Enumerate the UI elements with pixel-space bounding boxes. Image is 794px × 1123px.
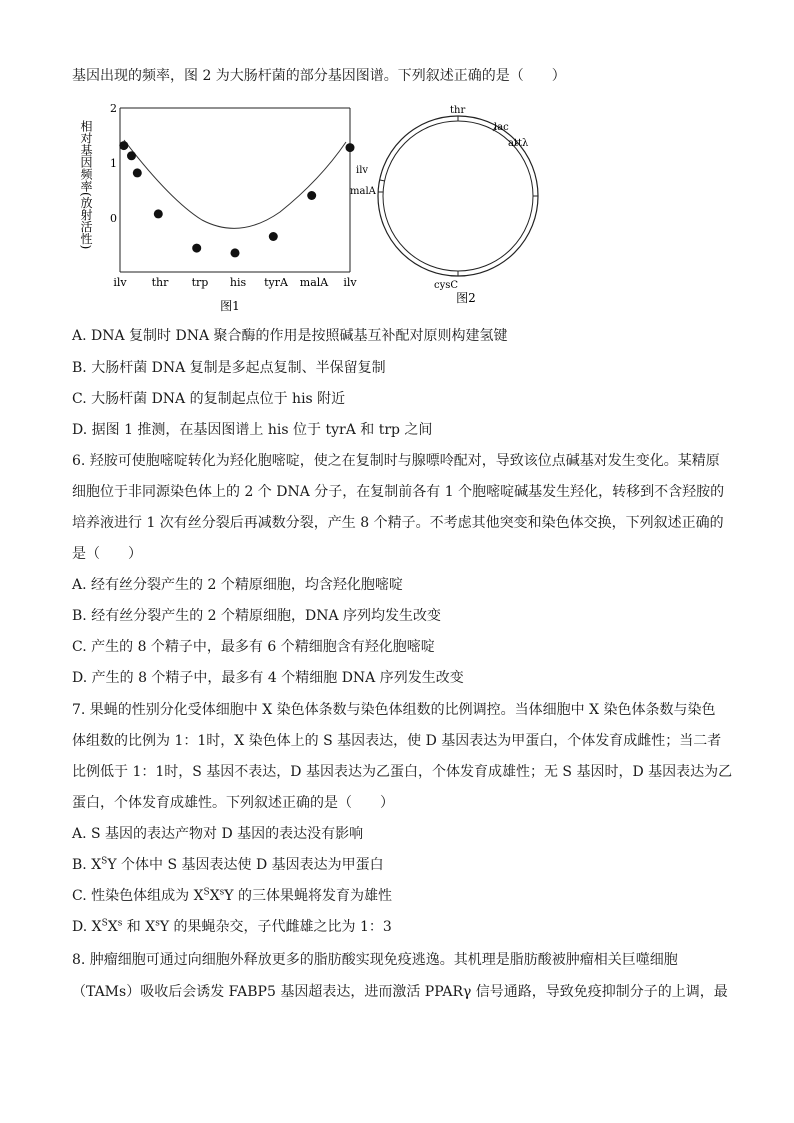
data-point xyxy=(127,151,136,160)
x-tick-label: ilv xyxy=(113,276,127,289)
q7-d-sup2: s xyxy=(117,918,123,929)
gene-label-lac: lac xyxy=(494,122,509,133)
x-tick-label: trp xyxy=(191,276,209,289)
q7-option-a: A. S 基因的表达产物对 D 基因的表达没有影响 xyxy=(72,826,364,842)
q6-stem-line3: 培养液进行 1 次有丝分裂后再减数分裂，产生 8 个精子。不考虑其他突变和染色体交换，下列叙述正确的 xyxy=(72,515,724,531)
q5-option-d: D. 据图 1 推测，在基因图谱上 his 位于 tyrA 和 trp 之间 xyxy=(72,422,433,438)
data-point xyxy=(119,141,128,150)
x-tick-label: ilv xyxy=(343,276,357,289)
figure-1-caption: 图1 xyxy=(220,299,240,313)
q6-option-d: D. 产生的 8 个精子中，最多有 4 个精细胞 DNA 序列发生改变 xyxy=(72,670,464,686)
q5-option-c: C. 大肠杆菌 DNA 的复制起点位于 his 附近 xyxy=(72,391,346,407)
figure-2-gene-map xyxy=(350,100,548,312)
q8-stem-line1: 8. 肿瘤细胞可通过向细胞外释放更多的脂肪酸实现免疫逃逸。其机理是脂肪酸被肿瘤相关巨噬细胞 xyxy=(72,952,678,968)
q7-option-c xyxy=(72,886,392,906)
question-intro: 基因出现的频率，图 2 为大肠杆菌的部分基因图谱。下列叙述正确的是（ ） xyxy=(72,68,566,84)
q7-stem-line1: 7. 果蝇的性别分化受体细胞中 X 染色体条数与染色体组数的比例调控。当体细胞中 X 染色体条数与染色 xyxy=(72,702,716,718)
q7-d-pre: D. X xyxy=(72,919,102,935)
y-tick-label: 2 xyxy=(110,102,117,115)
q7-option-b xyxy=(72,855,384,875)
q8-stem-line2: （TAMs）吸收后会诱发 FABP5 基因超表达，进而激活 PPARγ 信号通路，导致免疫抑制分子的上调，最 xyxy=(72,984,728,1000)
q6-option-a: A. 经有丝分裂产生的 2 个精原细胞，均含羟化胞嘧啶 xyxy=(72,577,403,593)
q7-c-pre: C. 性染色体组成为 X xyxy=(72,888,204,904)
q7-d-sup3: s xyxy=(155,918,160,929)
x-tick-label: thr xyxy=(151,276,169,289)
q7-d-mid2: 和 X xyxy=(122,919,156,935)
q7-b-sup: S xyxy=(101,856,108,867)
q6-stem-line2: 细胞位于非同源染色体上的 2 个 DNA 分子，在复制前各有 1 个胞嘧啶碱基发生羟化，转移到不含羟胺的 xyxy=(72,484,725,500)
gene-label-ilv: ilv xyxy=(356,165,369,176)
q7-option-d xyxy=(72,917,392,937)
gene-label-att: attλ xyxy=(508,138,529,149)
q7-c-post: Y 的三体果蝇将发育为雄性 xyxy=(224,888,392,904)
gene-label-mala: malA xyxy=(350,186,376,197)
q6-stem-line1: 6. 羟胺可使胞嘧啶转化为羟化胞嘧啶，使之在复制时与腺嘌呤配对，导致该位点碱基对发生变化。某精原 xyxy=(72,453,720,469)
y-axis-label: 相对基因频率(放射活性) xyxy=(79,120,93,250)
data-point xyxy=(133,168,142,177)
data-point xyxy=(307,191,316,200)
data-point xyxy=(269,232,278,241)
q7-d-post: Y 的果蝇杂交，子代雌雄之比为 1：3 xyxy=(159,919,392,935)
data-point xyxy=(154,209,163,218)
data-points xyxy=(119,141,354,257)
q7-stem-line3: 比例低于 1：1时，S 基因不表达，D 基因表达为乙蛋白，个体发育成雄性；无 S 基因时，D 基因表达为乙 xyxy=(72,764,733,780)
q6-option-c: C. 产生的 8 个精子中，最多有 6 个精细胞含有羟化胞嘧啶 xyxy=(72,639,435,655)
y-tick-label: 0 xyxy=(110,212,117,225)
q7-b-pre: B. X xyxy=(72,857,102,873)
x-tick-label: malA xyxy=(299,276,329,289)
q7-b-post: Y 个体中 S 基因表达使 D 基因表达为甲蛋白 xyxy=(107,857,384,873)
figure-2-caption: 图2 xyxy=(456,291,476,305)
q7-c-sup1: S xyxy=(203,887,210,898)
q6-option-b: B. 经有丝分裂产生的 2 个精原细胞，DNA 序列均发生改变 xyxy=(72,608,442,624)
x-tick-label: his xyxy=(229,276,247,289)
data-point xyxy=(346,143,355,152)
gene-label-thr: thr xyxy=(450,105,466,116)
q5-option-a: A. DNA 复制时 DNA 聚合酶的作用是按照碱基互补配对原则构建氢键 xyxy=(72,328,508,344)
gene-label-cysc: cysC xyxy=(434,280,459,291)
q7-stem-line2: 体组数的比例为 1：1时，X 染色体上的 S 基因表达，使 D 基因表达为甲蛋白，个体发育成雌性；当二者 xyxy=(72,733,722,749)
q7-c-sup2: s xyxy=(219,887,225,898)
q7-d-sup1: S xyxy=(101,918,108,929)
x-tick-label: tyrA xyxy=(264,276,288,289)
figure-1-chart xyxy=(80,100,380,320)
data-point xyxy=(192,244,201,253)
q6-stem-line4: 是（ ） xyxy=(72,546,142,562)
q7-c-mid: X xyxy=(209,888,220,904)
q7-stem-line4: 蛋白，个体发育成雄性。下列叙述正确的是（ ） xyxy=(72,795,394,811)
y-tick-label: 1 xyxy=(110,157,117,170)
q7-d-mid1: X xyxy=(107,919,118,935)
data-point xyxy=(231,248,240,257)
q5-option-b: B. 大肠杆菌 DNA 复制是多起点复制、半保留复制 xyxy=(72,360,386,376)
